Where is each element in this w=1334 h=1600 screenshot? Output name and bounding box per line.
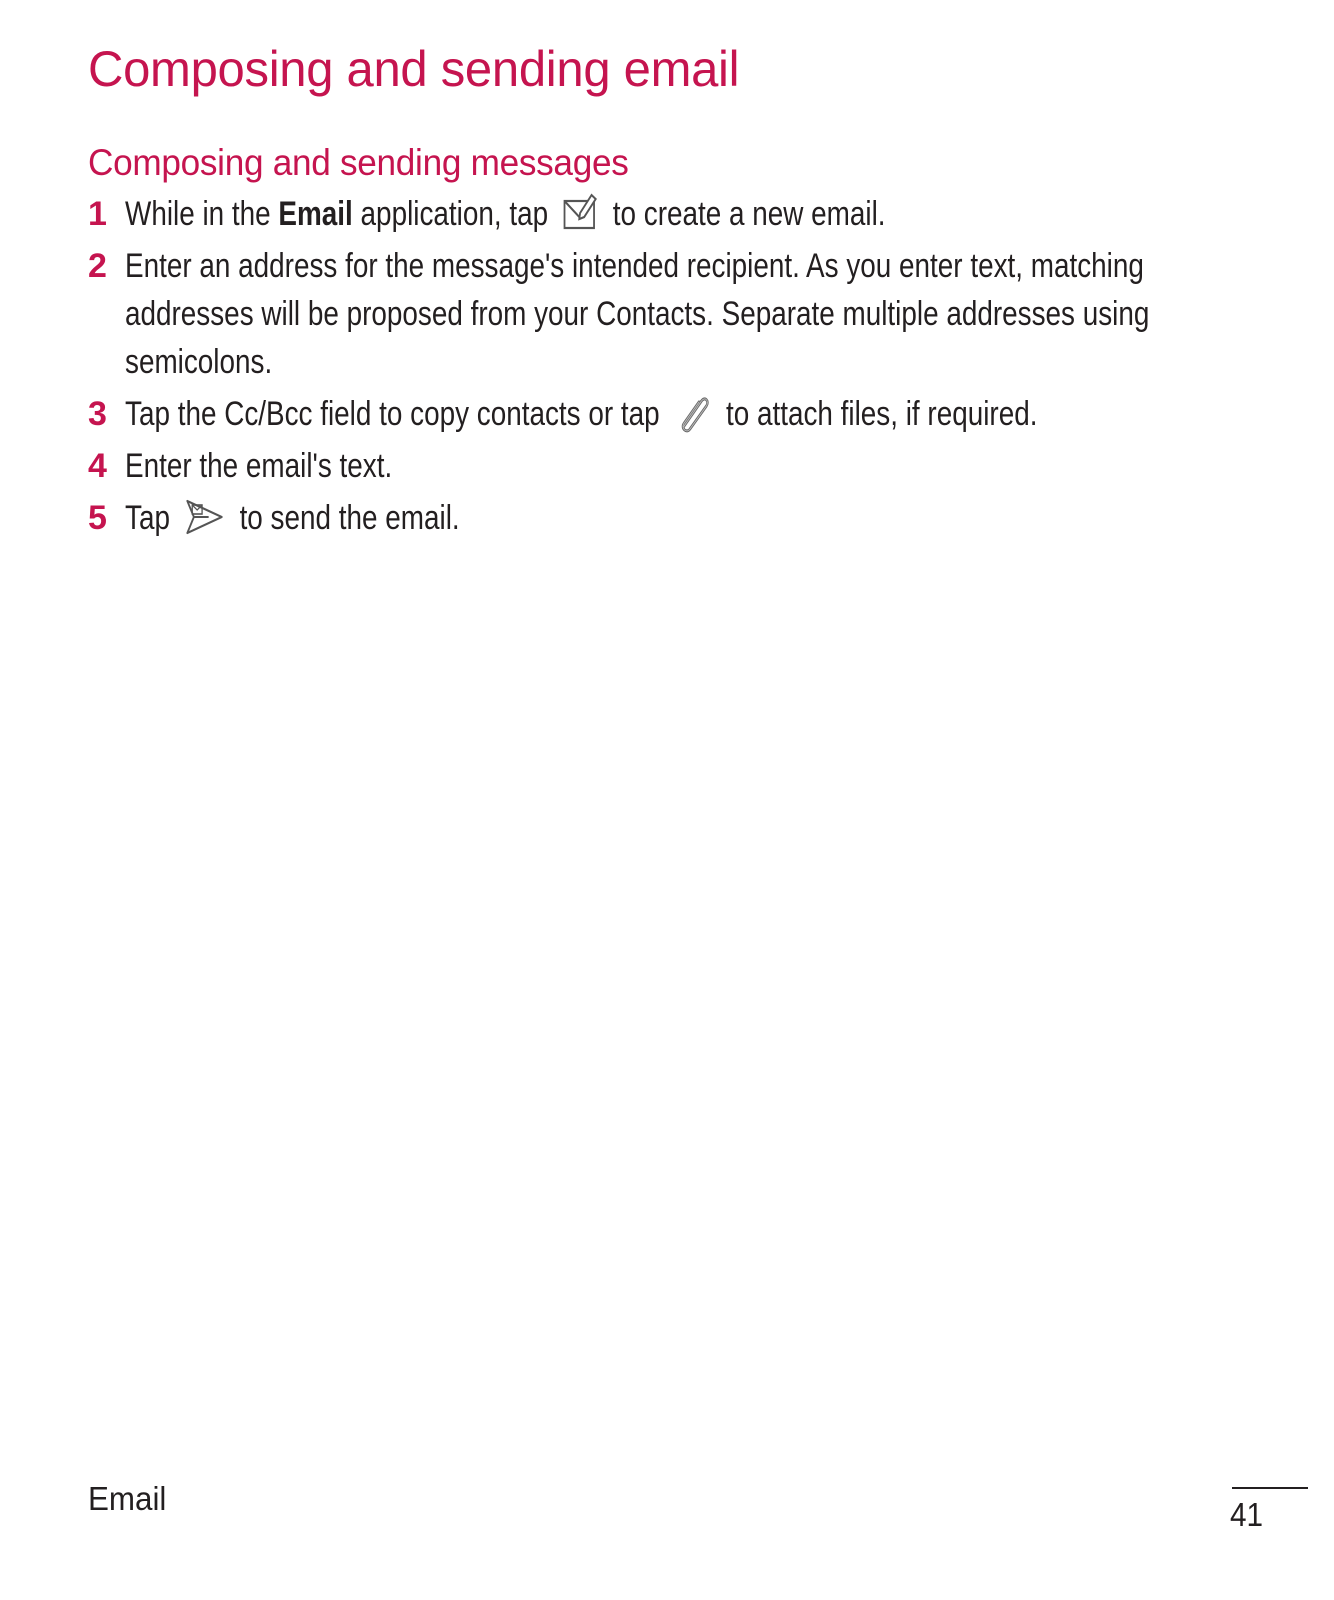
step-text: to create a new email.: [605, 195, 886, 233]
step-3: [88, 390, 1248, 438]
step-text: addresses will be proposed from your Contacts. Separate multiple addresses using: [125, 295, 1150, 334]
step-text: Tap the Cc/Bcc field to copy contacts or tap: [125, 395, 668, 434]
step-line: [125, 290, 1248, 338]
step-1: [88, 190, 1248, 238]
page-number-text: 41: [1230, 1496, 1264, 1533]
footer-section-label: [88, 1480, 171, 1518]
compose-email-icon: [562, 191, 598, 235]
step-number: 3: [88, 395, 107, 434]
step-text: to send the email.: [231, 499, 460, 538]
section-title-text: Composing and sending messages: [88, 142, 629, 183]
step-text: While in the: [125, 195, 279, 233]
paperclip-icon: [674, 391, 712, 435]
page-title-text: Composing and sending email: [88, 41, 740, 97]
section-title: [88, 142, 657, 184]
step-text: Enter an address for the message's intended recipient. As you enter text, matching: [125, 247, 1144, 286]
step-line: [125, 390, 1248, 438]
step-line: [125, 242, 1248, 290]
step-number: 5: [88, 499, 107, 538]
step-text: application, tap: [352, 195, 556, 233]
page-number: [1230, 1496, 1267, 1534]
step-number: 2: [88, 247, 107, 286]
step-line: [125, 442, 1248, 490]
step-line: [125, 190, 1248, 238]
step-2: [88, 242, 1248, 386]
send-icon: [184, 495, 225, 539]
step-text: Enter the email's text.: [125, 447, 393, 486]
step-text: semicolons.: [125, 343, 273, 382]
step-4: [88, 442, 1248, 490]
footer-section-text: Email: [88, 1480, 167, 1517]
step-line: [125, 338, 1248, 386]
step-5: [88, 494, 1248, 542]
steps-list: [88, 190, 1248, 546]
step-text: to attach files, if required.: [718, 395, 1038, 434]
footer-divider: [1232, 1487, 1308, 1489]
page-title: [88, 40, 753, 98]
step-number: 4: [88, 447, 107, 486]
app-name: Email: [278, 195, 353, 233]
step-text: Tap: [125, 499, 178, 538]
step-line: [125, 494, 1248, 542]
step-number: 1: [88, 195, 107, 233]
